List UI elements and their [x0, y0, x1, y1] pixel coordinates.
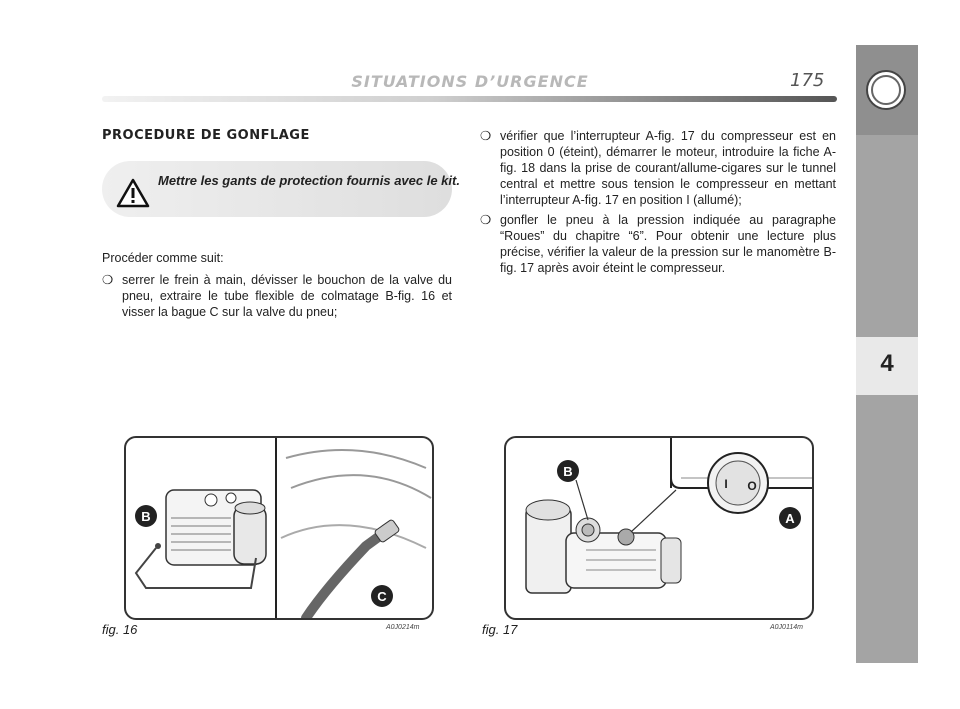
warning-box: [102, 161, 452, 217]
chapter-tab-number: 4: [880, 350, 894, 377]
figure-17-illustration: [506, 438, 812, 618]
switch-off-mark: O: [747, 479, 757, 493]
warning-text: Mettre les gants de protection fournis avec le kit.: [158, 173, 460, 188]
warning-triangle-icon: [116, 178, 150, 208]
label-c: C: [377, 589, 387, 604]
bullet-marker: ❍: [480, 213, 492, 227]
page-number: 175: [790, 70, 825, 91]
figure-17-code: A0J0114m: [770, 624, 803, 631]
header-rule: [102, 96, 837, 102]
figure-17-caption: fig. 17: [482, 622, 518, 637]
bullet-marker: ❍: [102, 273, 114, 287]
figure-17: [504, 436, 814, 620]
section-heading: PROCEDURE DE GONFLAGE: [102, 128, 310, 143]
bullet-item-3: gonfler le pneu à la pression indiquée au paragraphe “Roues” du chapitre “6”. Pour obtenir une lecture plus précise, vérifier la valeur de la pression sur le manomètre B-fig. 17 après avoir éteint le compresseur.: [500, 213, 836, 275]
brand-logo-inner: [871, 75, 901, 105]
figure-16-caption: fig. 16: [102, 622, 138, 637]
switch-on-mark: I: [724, 477, 728, 491]
label-a: A: [785, 511, 795, 526]
bullet-marker: ❍: [480, 129, 492, 143]
figure-16-illustration: [126, 438, 432, 618]
figure-16-code: A0J0214m: [386, 624, 420, 631]
bullet-item-2: vérifier que l’interrupteur A-fig. 17 du compresseur est en position 0 (éteint), démarrer le moteur, introduire la fiche A-fig. 18 dans la prise de courant/allume-cigares sur le tunnel central et mettre sous tension le compresseur en mettant l’interrupteur A-fig. 17 en position I (allumé);: [500, 129, 836, 207]
label-b: B: [141, 509, 151, 524]
figure-16: [124, 436, 434, 620]
chapter-title: SITUATIONS D’URGENCE: [351, 72, 589, 91]
bullet-item-1: serrer le frein à main, dévisser le bouchon de la valve du pneu, extraire le tube flexible de colmatage B-fig. 16 et visser la bague C sur la valve du pneu;: [122, 273, 452, 319]
intro-text: Procéder comme suit:: [102, 251, 224, 265]
label-b: B: [563, 464, 573, 479]
